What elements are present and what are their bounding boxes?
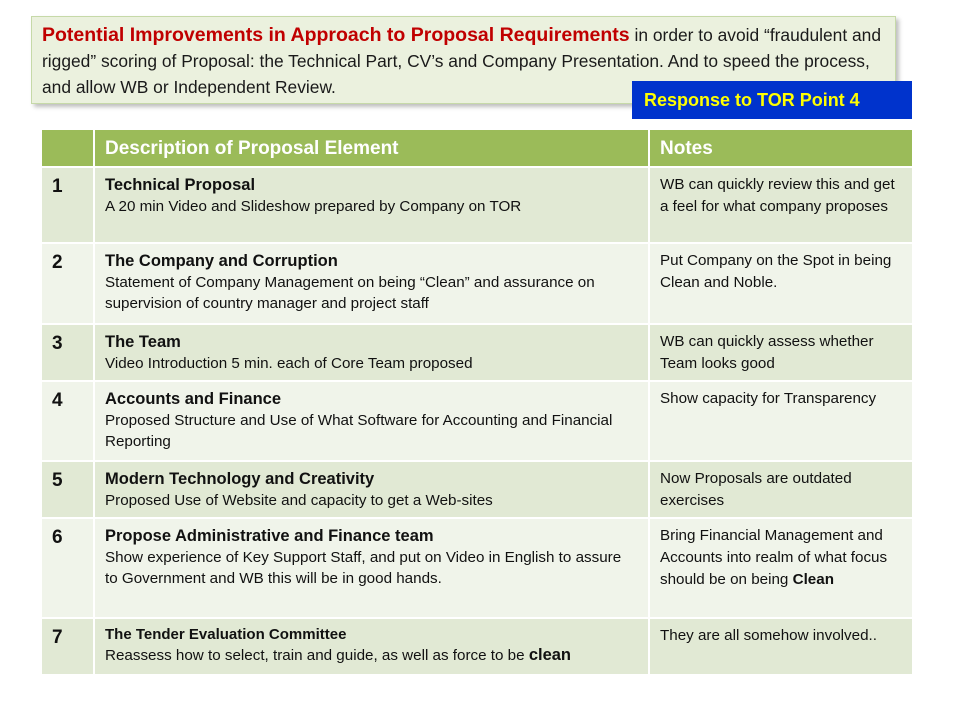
intro-body: in order to avoid “fraudulent and rigged” scoring of Proposal: the Technical Part, CV’s and Company Presentation. And to speed the process, and allow WB or Independent Review. (42, 25, 882, 97)
row-detail: Proposed Use of Website and capacity to get a Web-sites (105, 492, 493, 509)
row-notes: WB can quickly review this and get a feel for what company proposes (649, 167, 913, 243)
row-number: 2 (41, 243, 94, 324)
row-detail: Reassess how to select, train and guide, as well as force to be (105, 647, 525, 664)
row-title: Modern Technology and Creativity (105, 470, 375, 488)
table-row (41, 324, 913, 381)
table-row (41, 618, 913, 675)
row-number: 6 (41, 518, 94, 618)
row-number: 5 (41, 461, 94, 518)
row-title: The Company and Corruption (105, 252, 338, 270)
table-header-row (41, 129, 913, 167)
table-row (41, 518, 913, 618)
row-description (94, 461, 649, 518)
row-description (94, 618, 649, 675)
row-description (94, 324, 649, 381)
row-notes: WB can quickly assess whether Team looks good (649, 324, 913, 381)
table-row (41, 167, 913, 243)
row-number: 7 (41, 618, 94, 675)
table-row (41, 381, 913, 461)
row-number: 3 (41, 324, 94, 381)
row-notes-text: Bring Financial Management and Accounts into realm of what focus should be on being (660, 527, 888, 588)
row-title: Accounts and Finance (105, 390, 282, 408)
column-header-description: Description of Proposal Element (94, 129, 649, 167)
intro-highlight: Potential Improvements in Approach to Proposal Requirements (42, 24, 630, 46)
row-detail: Show experience of Key Support Staff, and put on Video in English to assure to Government and WB this will be in good hands. (105, 549, 622, 587)
row-description (94, 381, 649, 461)
row-detail-wrap (105, 645, 638, 666)
row-notes: Now Proposals are outdated exercises (649, 461, 913, 518)
row-title: The Tender Evaluation Committee (105, 626, 347, 643)
row-detail: Proposed Structure and Use of What Software for Accounting and Financial Reporting (105, 412, 613, 450)
row-notes: They are all somehow involved.. (649, 618, 913, 675)
row-description (94, 518, 649, 618)
column-header-number (41, 129, 94, 167)
row-detail-emphasis: clean (528, 646, 572, 664)
row-notes: Put Company on the Spot in being Clean and Noble. (649, 243, 913, 324)
row-notes: Show capacity for Transparency (649, 381, 913, 461)
column-header-notes: Notes (649, 129, 913, 167)
row-description (94, 167, 649, 243)
row-description (94, 243, 649, 324)
row-title: Propose Administrative and Finance team (105, 527, 434, 545)
row-detail: Video Introduction 5 min. each of Core Team proposed (105, 355, 473, 372)
row-number: 4 (41, 381, 94, 461)
row-notes-emphasis: Clean (792, 571, 834, 588)
proposal-elements-table (40, 128, 914, 676)
row-title: The Team (105, 333, 181, 351)
row-detail: Statement of Company Management on being “Clean” and assurance on supervision of country manager and project staff (105, 274, 595, 312)
row-detail: A 20 min Video and Slideshow prepared by Company on TOR (105, 198, 522, 215)
table-row (41, 461, 913, 518)
row-title: Technical Proposal (105, 176, 256, 194)
row-number: 1 (41, 167, 94, 243)
tor-point-badge: Response to TOR Point 4 (632, 81, 912, 119)
table-row (41, 243, 913, 324)
row-notes (649, 518, 913, 618)
